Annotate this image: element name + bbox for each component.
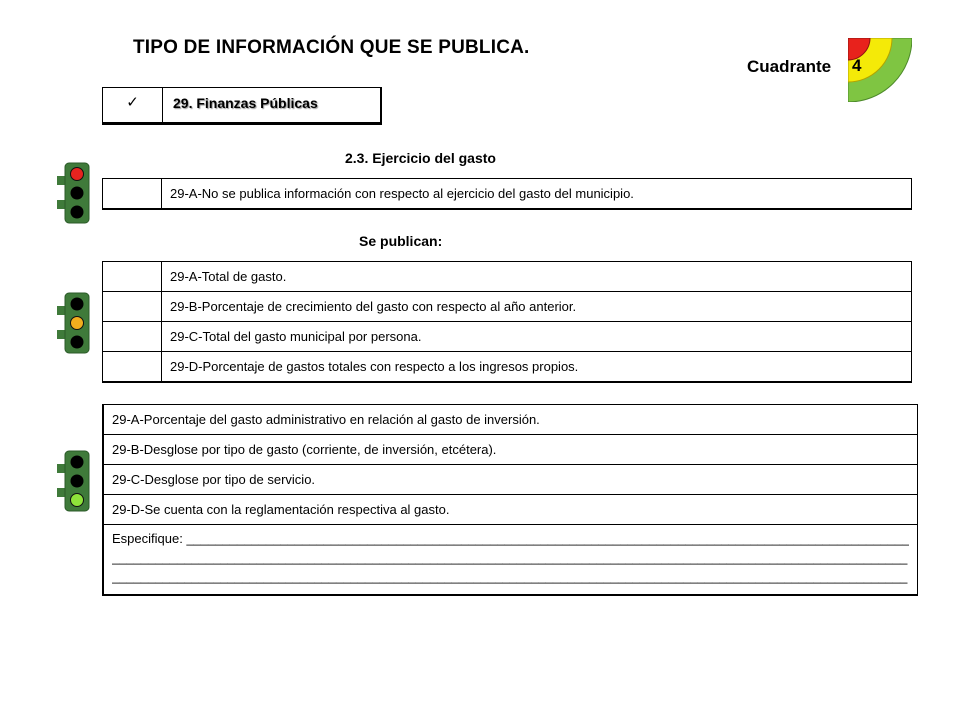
- especifique-line-2: ______________________________________________________________________________________________________________: [112, 550, 908, 565]
- check-icon: ✓: [103, 88, 163, 122]
- light-off: [71, 187, 84, 200]
- especifique-label: Especifique:: [112, 531, 187, 546]
- section-label: 29. Finanzas Públicas: [173, 95, 318, 111]
- red-items-table: [102, 178, 912, 210]
- item-text: 29-A-No se publica información con respecto al ejercicio del gasto del municipio.: [162, 179, 912, 209]
- cuadrante-number: 4: [852, 56, 862, 75]
- green-items-table: [102, 404, 918, 596]
- especifique-line-3: ______________________________________________________________________________________________________________: [112, 569, 908, 584]
- table-row: [103, 525, 918, 595]
- cuadrante-label: Cuadrante: [747, 57, 832, 76]
- item-text: 29-C-Total del gasto municipal por persona.: [162, 322, 912, 352]
- table-row: [103, 179, 912, 209]
- light-off: [71, 475, 84, 488]
- checkbox-cell[interactable]: [103, 292, 162, 322]
- item-text: 29-D-Se cuenta con la reglamentación respectiva al gasto.: [104, 495, 918, 525]
- checkbox-cell[interactable]: [103, 322, 162, 352]
- item-text: 29-D-Porcentaje de gastos totales con respecto a los ingresos propios.: [162, 352, 912, 382]
- item-text: 29-A-Total de gasto.: [162, 262, 912, 292]
- yellow-items-table: [102, 261, 912, 383]
- item-text: 29-C-Desglose por tipo de servicio.: [104, 465, 918, 495]
- subtitle: 2.3. Ejercicio del gasto: [345, 150, 496, 166]
- section-box: [102, 87, 382, 125]
- checkbox-cell[interactable]: [103, 352, 162, 382]
- table-row: [103, 262, 912, 292]
- especifique-field[interactable]: [104, 525, 918, 595]
- item-text: 29-A-Porcentaje del gasto administrativo en relación al gasto de inversión.: [104, 405, 918, 435]
- traffic-light-red-icon: [57, 162, 91, 224]
- table-row: [103, 495, 918, 525]
- checkbox-cell[interactable]: [103, 179, 162, 209]
- table-row: [103, 405, 918, 435]
- table-row: [103, 352, 912, 382]
- page-title: TIPO DE INFORMACIÓN QUE SE PUBLICA.: [133, 37, 530, 58]
- light-off: [71, 298, 84, 311]
- table-row: [103, 435, 918, 465]
- checkbox-cell[interactable]: [103, 262, 162, 292]
- light-off: [71, 206, 84, 219]
- se-publican-heading: Se publican:: [359, 233, 443, 249]
- light-off: [71, 456, 84, 469]
- item-text: 29-B-Desglose por tipo de gasto (corriente, de inversión, etcétera).: [104, 435, 918, 465]
- table-row: [103, 292, 912, 322]
- traffic-light-yellow-icon: [57, 292, 91, 354]
- table-row: [103, 322, 912, 352]
- light-yellow-on: [71, 317, 84, 330]
- especifique-line-1: Especifique: ____________________________________________________________________________________________________: [112, 531, 910, 546]
- light-green-on: [71, 494, 84, 507]
- table-row: [103, 465, 918, 495]
- light-red-on: [71, 168, 84, 181]
- traffic-light-green-icon: [57, 450, 91, 512]
- light-off: [71, 336, 84, 349]
- item-text: 29-B-Porcentaje de crecimiento del gasto con respecto al año anterior.: [162, 292, 912, 322]
